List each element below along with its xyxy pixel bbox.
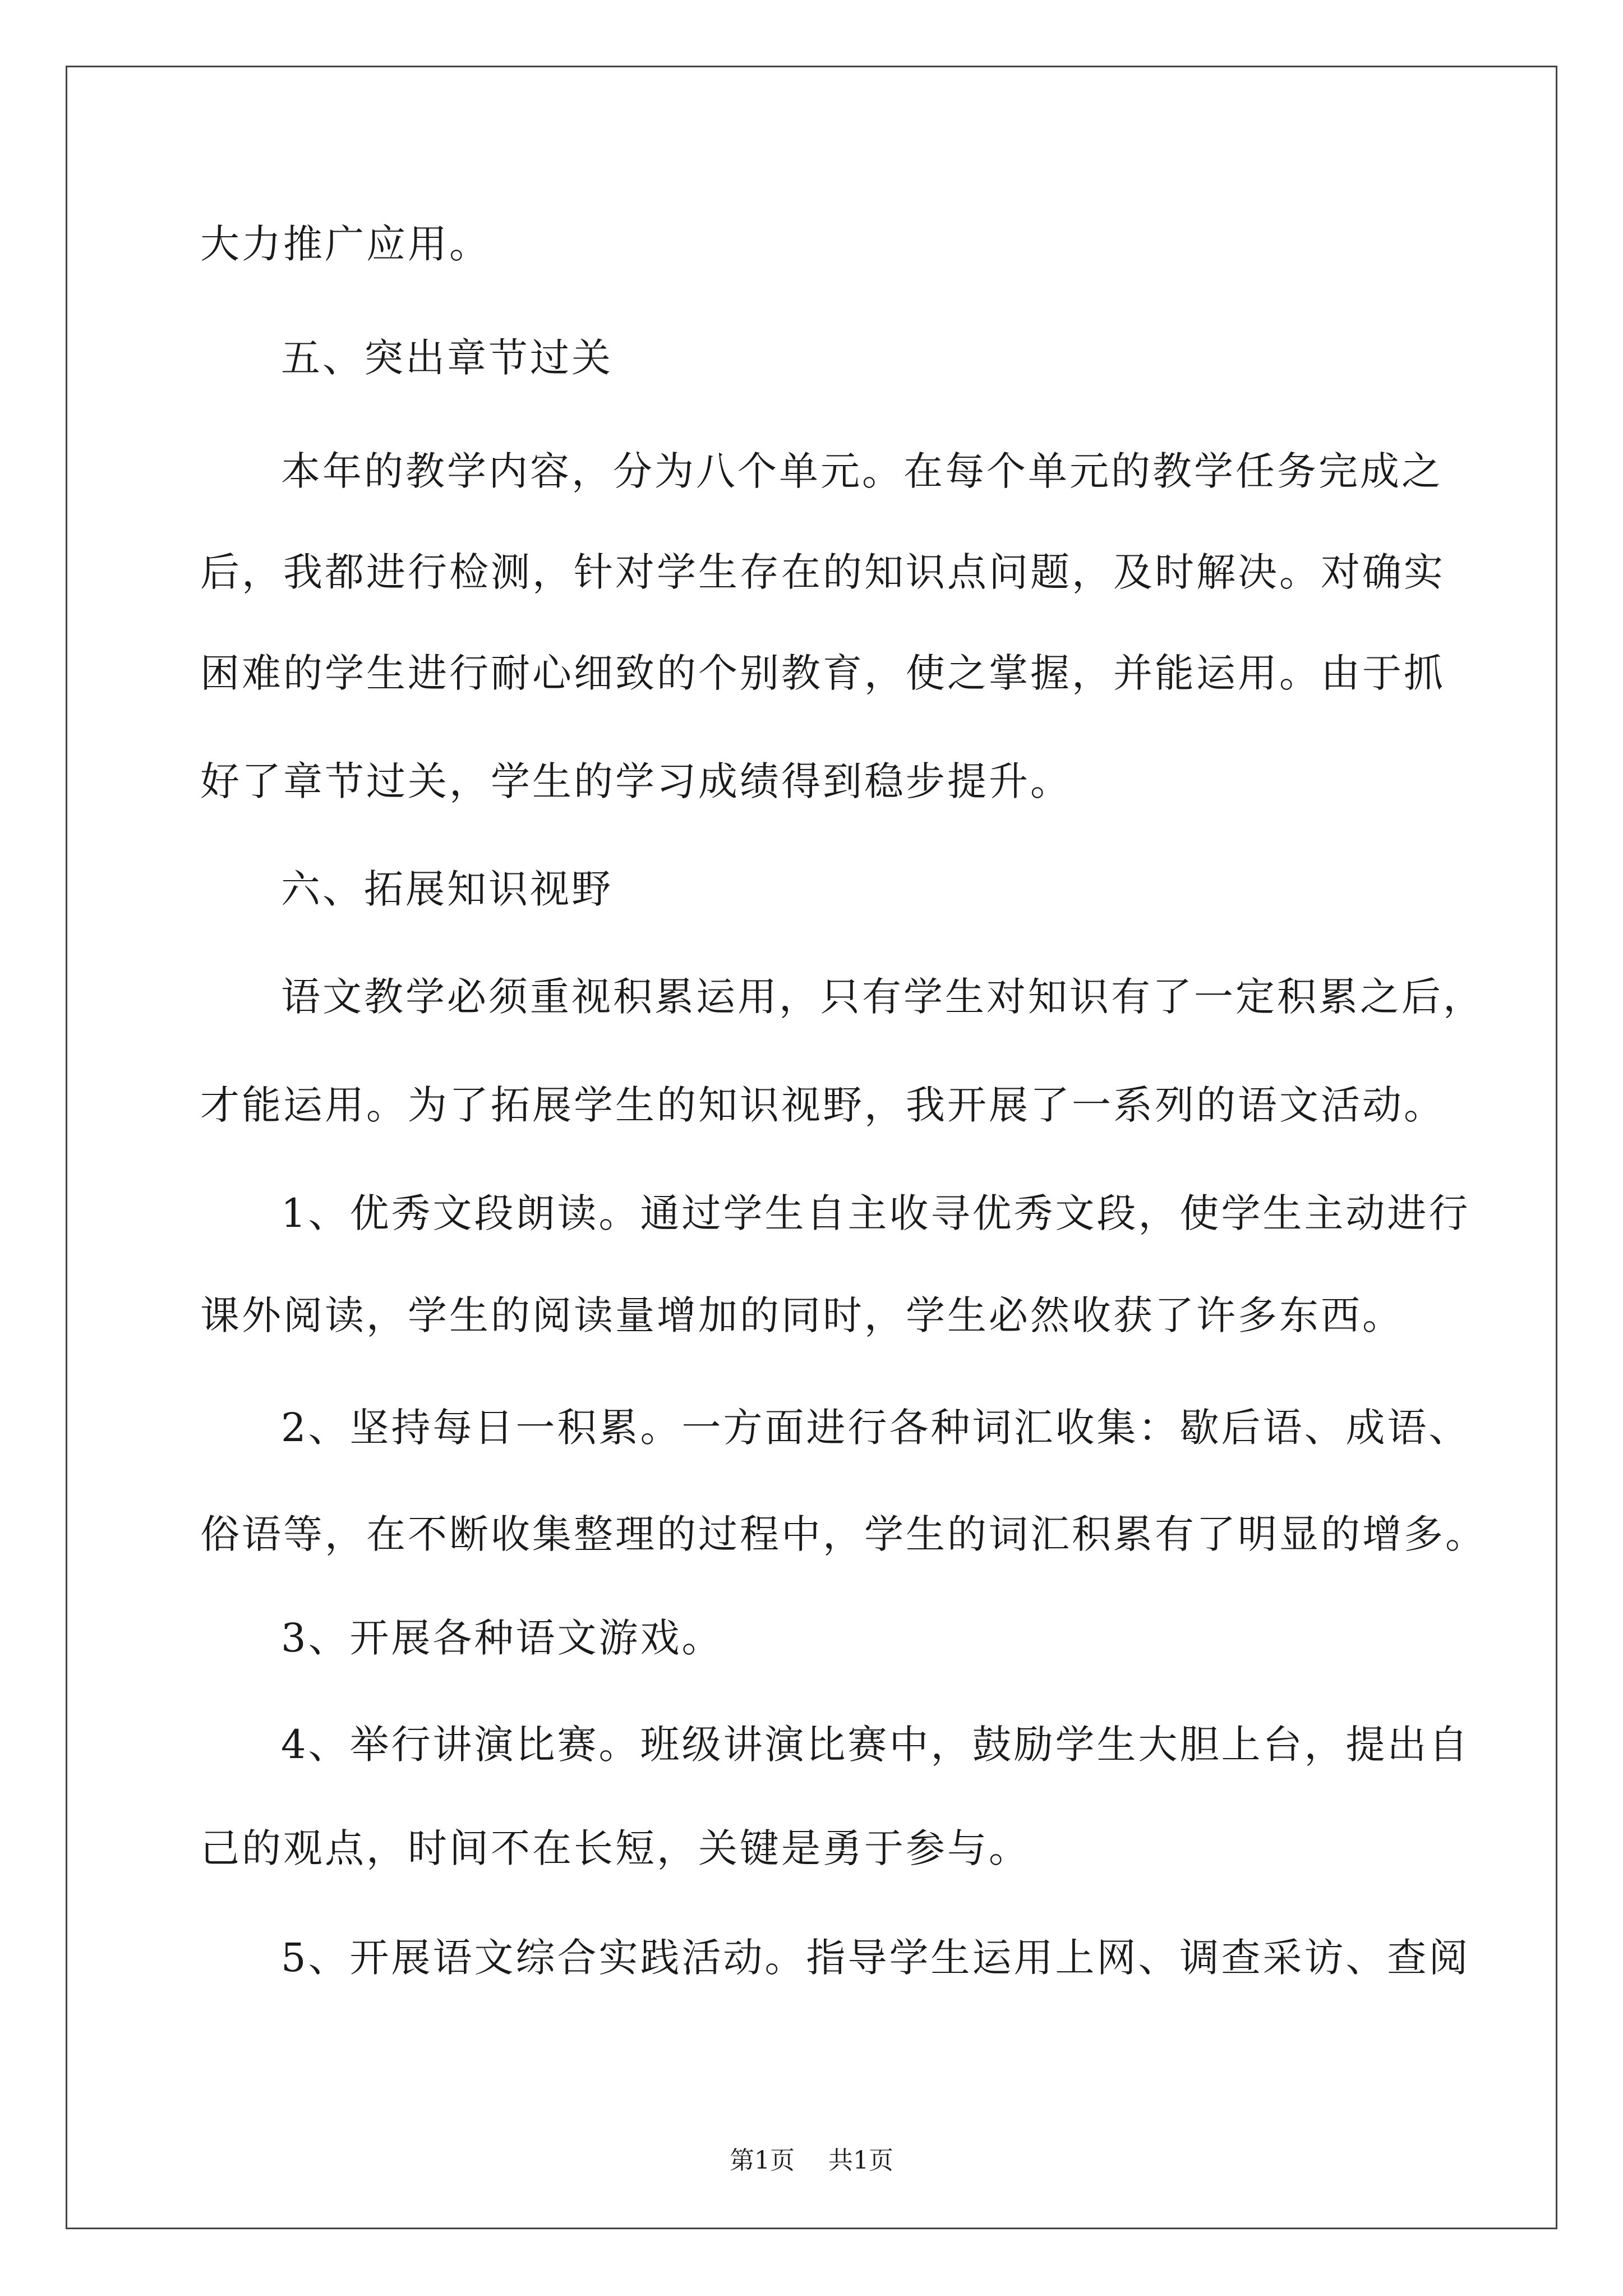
page-footer bbox=[0, 2144, 1623, 2178]
text-line: 后，我都进行检测，针对学生存在的知识点问题，及时解决。对确实 bbox=[200, 549, 1445, 595]
text-line: 1、优秀文段朗读。通过学生自主收寻优秀文段，使学生主动进行 bbox=[281, 1190, 1470, 1236]
page-total: 共1页 bbox=[828, 2146, 893, 2175]
text-line: 课外阅读，学生的阅读量增加的同时，学生必然收获了许多东西。 bbox=[200, 1292, 1404, 1338]
text-line: 3、开展各种语文游戏。 bbox=[281, 1615, 723, 1661]
text-line: 好了章节过关，学生的学习成绩得到稳步提升。 bbox=[200, 758, 1072, 804]
text-line: 2、坚持每日一积累。一方面进行各种词汇收集：歇后语、成语、 bbox=[281, 1405, 1470, 1451]
section-heading: 六、拓展知识视野 bbox=[281, 866, 613, 912]
text-line: 4、举行讲演比赛。班级讲演比赛中，鼓励学生大胆上台，提出自 bbox=[281, 1722, 1470, 1768]
text-line: 5、开展语文综合实践活动。指导学生运用上网、调查采访、查阅 bbox=[281, 1935, 1470, 1981]
text-line: 本年的教学内容，分为八个单元。在每个单元的教学任务完成之 bbox=[281, 448, 1443, 494]
text-line: 才能运用。为了拓展学生的知识视野，我开展了一系列的语文活动。 bbox=[200, 1082, 1445, 1128]
text-line: 大力推广应用。 bbox=[200, 221, 491, 267]
text-line: 困难的学生进行耐心细致的个别教育，使之掌握，并能运用。由于抓 bbox=[200, 650, 1445, 696]
text-line: 己的观点，时间不在长短，关键是勇于参与。 bbox=[200, 1825, 1030, 1871]
section-heading: 五、突出章节过关 bbox=[281, 335, 613, 381]
text-line: 语文教学必须重视积累运用，只有学生对知识有了一定积累之后， bbox=[281, 974, 1484, 1020]
text-line: 俗语等，在不断收集整理的过程中，学生的词汇积累有了明显的增多。 bbox=[200, 1511, 1487, 1557]
page-border bbox=[66, 66, 1557, 2229]
page-number: 第1页 bbox=[730, 2146, 795, 2175]
